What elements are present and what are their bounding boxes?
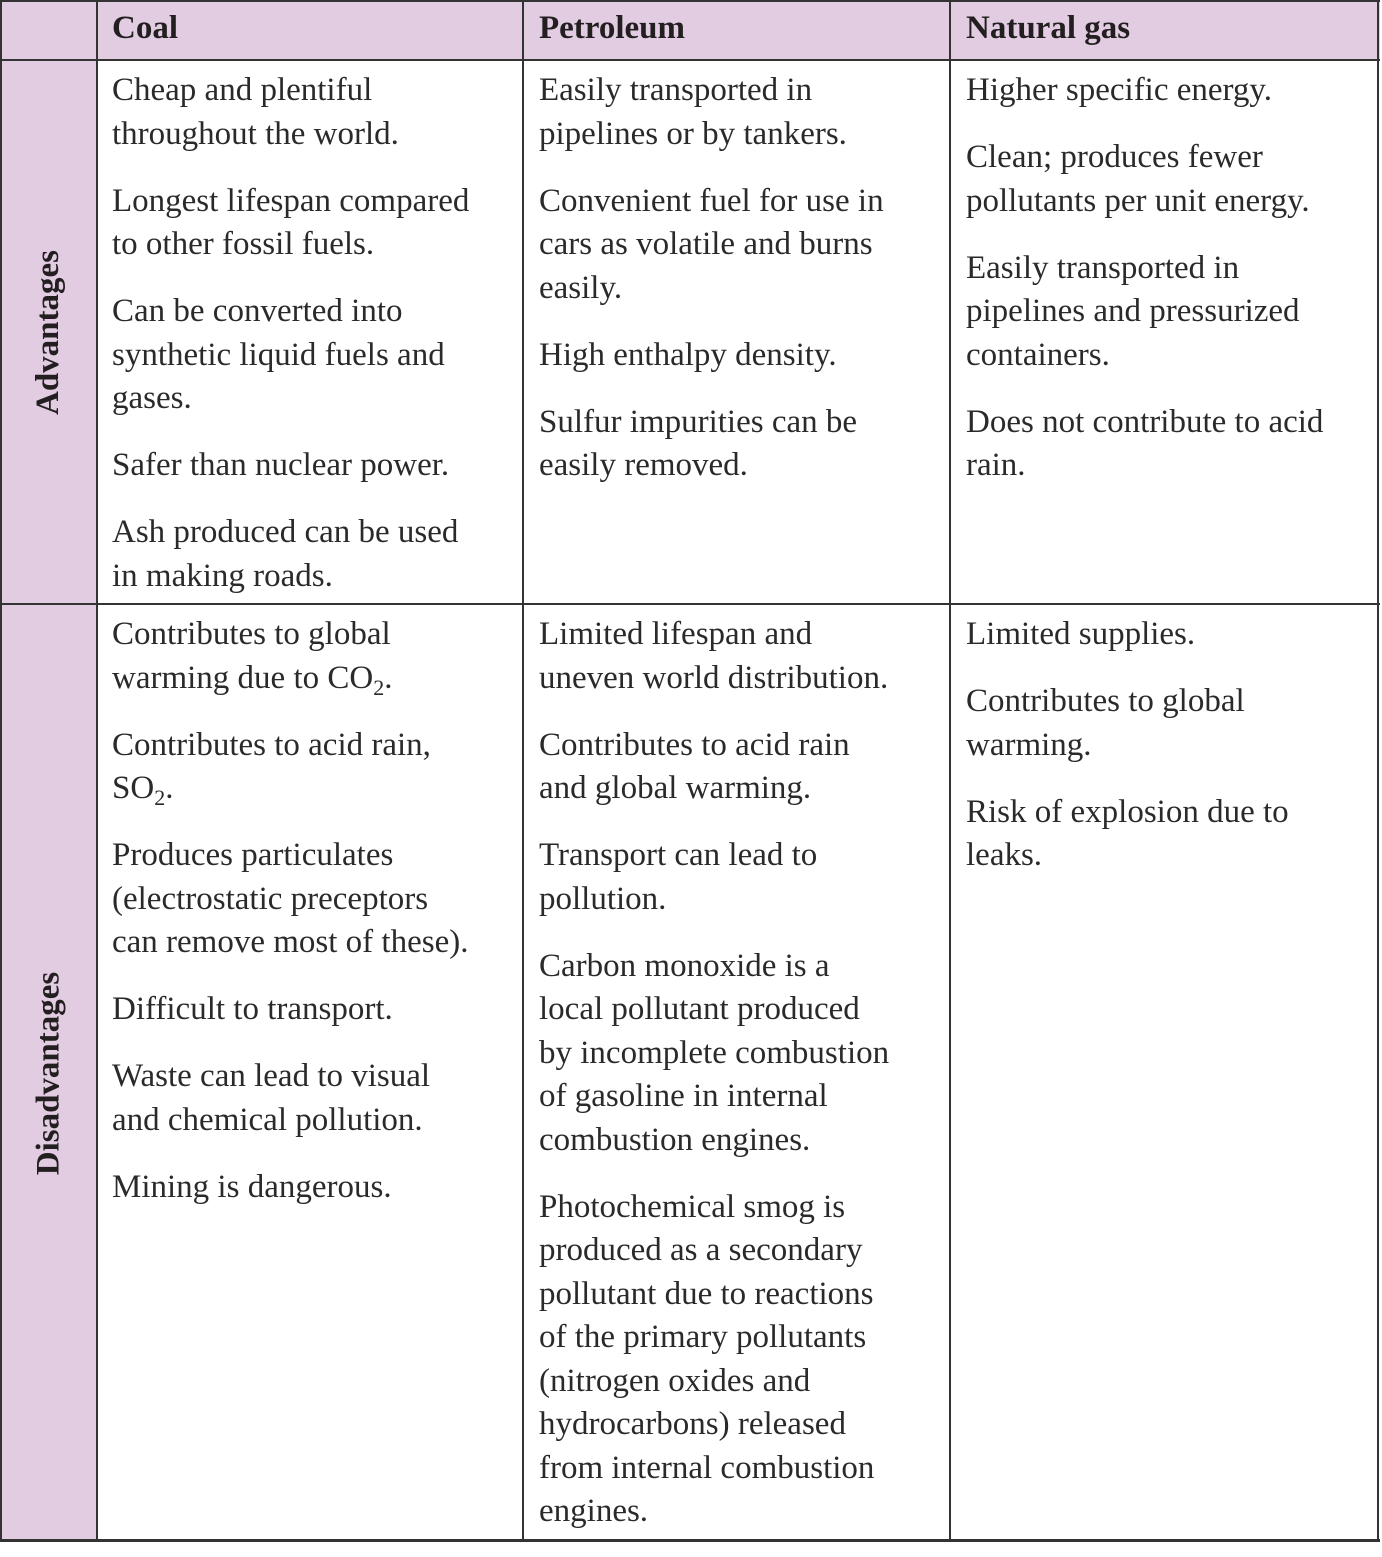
list-item: Higher specific energy. xyxy=(966,72,1273,108)
border-top xyxy=(0,0,1380,2)
list-item: Convenient fuel for use in cars as volatile and burns easily. xyxy=(539,182,884,306)
cell-natural-gas-disadvantages xyxy=(966,613,1371,901)
border-col-3 xyxy=(949,0,951,1542)
list-item-suffix: . xyxy=(165,770,174,806)
border-col-2 xyxy=(522,0,524,1542)
list-item xyxy=(112,724,517,811)
subscript: 2 xyxy=(154,785,166,810)
list-item: Risk of explosion due to leaks. xyxy=(966,793,1289,873)
list-item: Cheap and plentiful throughout the world. xyxy=(112,72,399,152)
list-item: Ash produced can be used in making roads. xyxy=(112,514,459,594)
row-label-disadvantages-text: Disadvantages xyxy=(30,971,66,1175)
subscript: 2 xyxy=(373,674,385,700)
list-item: Easily transported in pipelines and pressurized containers. xyxy=(966,249,1300,373)
border-right xyxy=(1377,0,1379,1542)
list-item: High enthalpy density. xyxy=(539,336,837,373)
list-item: Transport can lead to pollution. xyxy=(539,837,818,917)
cell-coal-advantages xyxy=(112,69,517,622)
header-petroleum: Petroleum xyxy=(539,10,686,46)
list-item: Easily transported in pipelines or by tankers. xyxy=(539,72,847,152)
list-item: Sulfur impurities can be easily removed. xyxy=(539,403,858,483)
list-item: Limited lifespan and uneven world distribution. xyxy=(539,616,889,696)
list-item xyxy=(112,613,517,700)
border-row-divider xyxy=(0,603,1380,605)
list-item: Produces particulates (electrostatic preceptors can remove most of these). xyxy=(112,837,469,960)
list-item: Photochemical smog is produced as a secondary pollutant due to reactions of the primary pollutants (nitrogen oxides and hydrocarbons) released from internal combustion engines. xyxy=(539,1188,875,1529)
cell-natural-gas-advantages xyxy=(966,69,1371,511)
cell-coal-disadvantages xyxy=(112,613,517,1233)
border-bottom xyxy=(0,1539,1380,1542)
list-item: Contributes to acid rain and global warming. xyxy=(539,726,850,806)
list-item: Mining is dangerous. xyxy=(112,1168,392,1205)
cell-petroleum-advantages xyxy=(539,69,944,511)
list-item: Waste can lead to visual and chemical pollution. xyxy=(112,1058,431,1138)
list-item-text: Contributes to global warming due to CO xyxy=(112,616,391,696)
row-label-advantages xyxy=(0,60,97,604)
row-label-advantages-text: Advantages xyxy=(30,249,66,415)
header-row-bg xyxy=(0,0,1380,60)
border-left xyxy=(0,0,2,1542)
list-item: Can be converted into synthetic liquid fuels and gases. xyxy=(112,293,445,416)
list-item-suffix: . xyxy=(384,659,393,696)
list-item-text: Contributes to acid rain, SO xyxy=(112,726,431,806)
list-item: Limited supplies. xyxy=(966,616,1196,652)
list-item: Safer than nuclear power. xyxy=(112,447,450,483)
list-item: Carbon monoxide is a local pollutant produced by incomplete combustion of gasoline in internal combustion engines. xyxy=(539,947,890,1158)
header-coal: Coal xyxy=(112,10,178,46)
list-item: Difficult to transport. xyxy=(112,991,393,1027)
list-item: Longest lifespan compared to other fossil fuels. xyxy=(112,182,470,262)
list-item: Does not contribute to acid rain. xyxy=(966,403,1324,483)
row-label-disadvantages xyxy=(0,604,97,1542)
list-item: Clean; produces fewer pollutants per unit energy. xyxy=(966,139,1310,219)
border-header-bottom xyxy=(0,59,1380,61)
header-natural-gas: Natural gas xyxy=(966,10,1131,46)
cell-petroleum-disadvantages xyxy=(539,613,944,1557)
list-item: Contributes to global warming. xyxy=(966,683,1245,763)
border-col-1 xyxy=(96,0,98,1542)
